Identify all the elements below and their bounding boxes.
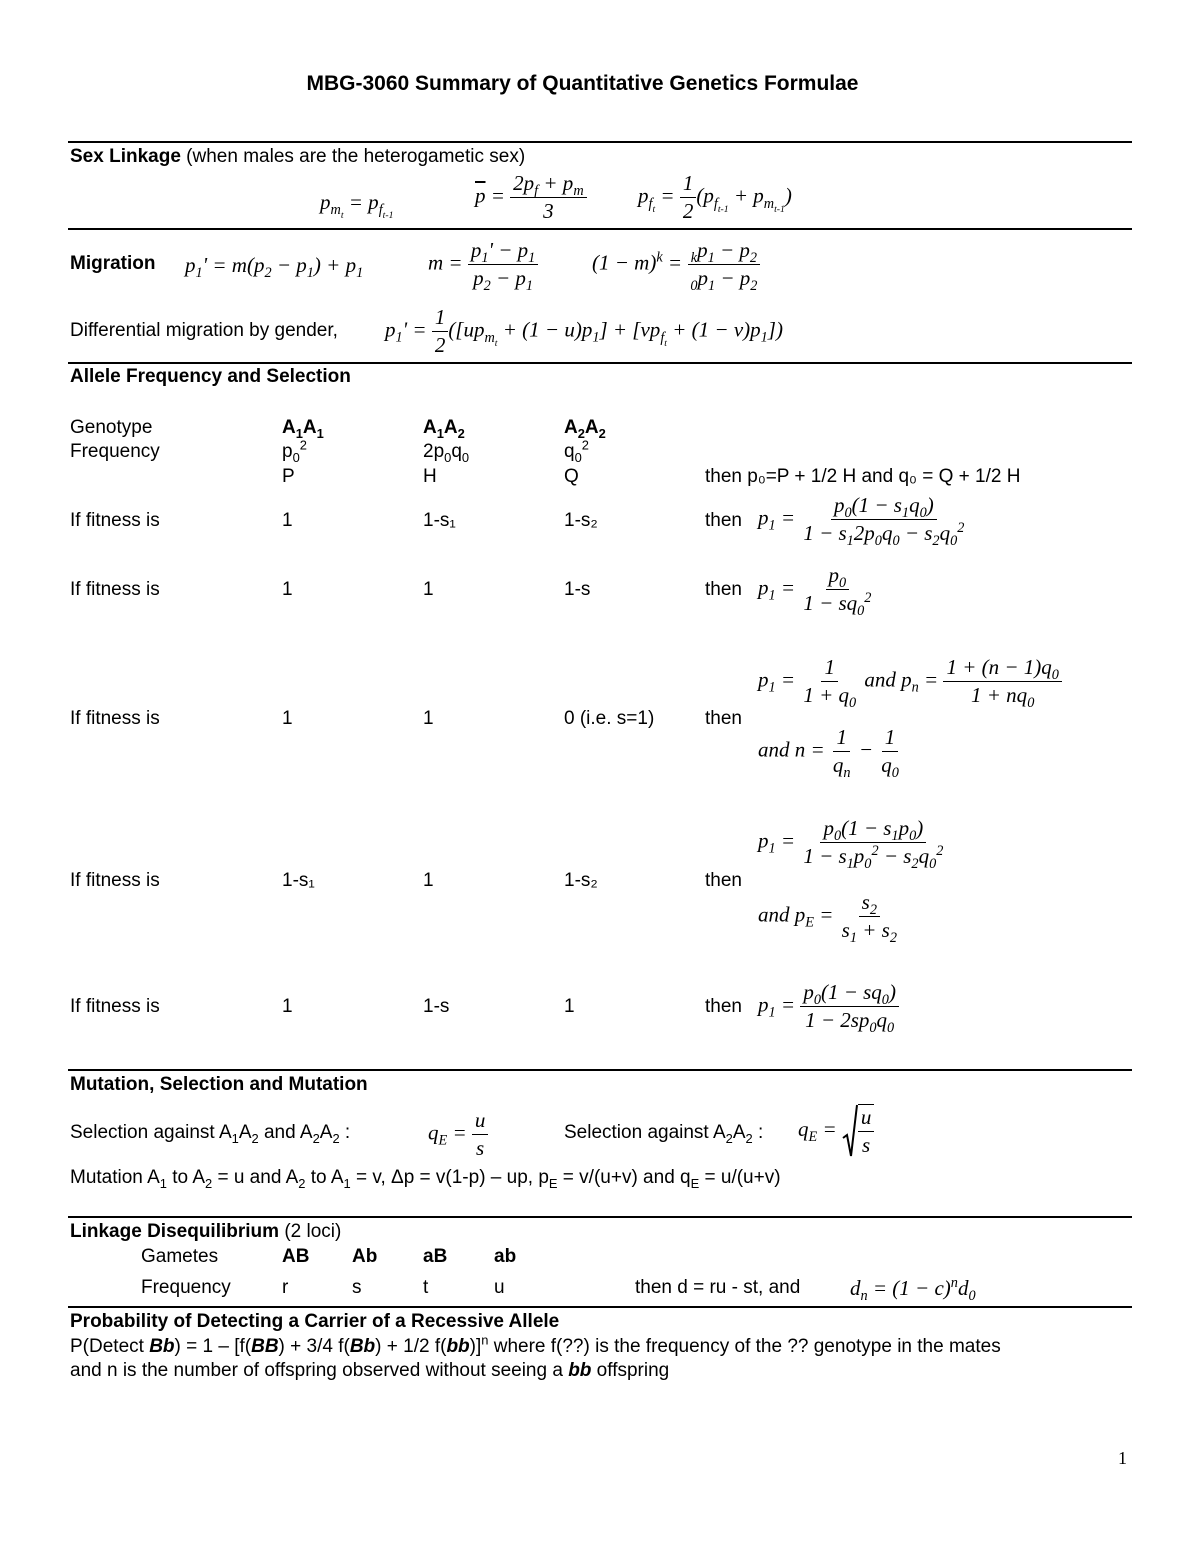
formula-migration: $p_1' = m(p_2 - p_1) + p_1$: [185, 253, 364, 282]
page-number: 1: [1118, 1448, 1127, 1468]
fitness-a1a1: 1-s₁: [282, 870, 315, 891]
fitness-a2a2: 1: [564, 996, 575, 1017]
fitness-label: If fitness is: [70, 996, 160, 1017]
genotype-label: Genotype: [70, 417, 153, 438]
carrier-formula-line: P(Detect Bb) = 1 – [f(BB) + 3/4 f(Bb) + 1/2 f(bb)]$^n$ where f(??) is the frequency of the ?? genotype in the mates: [70, 1332, 1001, 1357]
selection-against-homozygote-label: Selection against $A_2A_2$ :: [564, 1122, 764, 1146]
linkage-heading-line: [70, 1221, 341, 1243]
fitness-label: If fitness is: [70, 510, 160, 531]
fitness-a1a2: 1-s₁: [423, 510, 456, 531]
formula-migration-generations: $(1 - m)^k$ = $\frac{_kp_1 - p_2}{_0p_1 - p_2}$: [592, 238, 760, 291]
formula-mean-frequency: $\overline{p}$ = $\frac{2p_f + p_m}{3}$: [475, 171, 587, 224]
frequency-a2a2: $q_0^2$: [564, 437, 589, 465]
then-label: then: [705, 708, 742, 729]
fitness-a1a1: 1: [282, 708, 293, 729]
frequency-t: t: [423, 1277, 429, 1298]
fitness-label: If fitness is: [70, 579, 160, 600]
fitness-a1a2: 1: [423, 708, 434, 729]
linkage-note: (2 loci): [284, 1221, 342, 1242]
fitness-a2a2: 1-s₂: [564, 870, 598, 891]
gamete-a-b: Ab: [352, 1246, 378, 1267]
page-title: MBG-3060 Summary of Quantitative Genetics Formulae: [306, 72, 859, 95]
fitness-a1a2: 1: [423, 870, 434, 891]
frequency-label: Frequency: [70, 441, 160, 462]
formula-selection-row3a: $p_1$ = $\frac{1}{1 + q_0}$ and $p_n$ = $\frac{1 + (n - 1)q_0}{1 + nq_0}$: [758, 655, 1062, 708]
migration-heading: Migration: [70, 253, 156, 274]
frequency-a1a2: $2p_0q_0$: [423, 441, 470, 465]
then-label: then: [705, 996, 742, 1017]
selection-against-heterozygote-label: Selection against $A_1A_2$ and $A_2A_2$ :: [70, 1122, 351, 1146]
mutation-heading: Mutation, Selection and Mutation: [70, 1074, 368, 1095]
carrier-heading: Probability of Detecting a Carrier of a Recessive Allele: [70, 1311, 560, 1332]
square-root-icon: [842, 1104, 858, 1158]
gamete-ab-upper: AB: [282, 1246, 310, 1267]
section-divider: [68, 228, 1132, 230]
linkage-then-text: then d = ru - st, and: [635, 1277, 801, 1298]
initial-frequency-relation: then p₀=P + 1/2 H and q₀ = Q + 1/2 H: [705, 466, 1021, 487]
differential-migration-label: Differential migration by gender,: [70, 320, 338, 341]
formula-selection-row1: $p_1$ = $\frac{p_0(1 - s_1q_0)}{1 - s_12p_0q_0 - s_2q_0^2}$: [758, 493, 965, 550]
formula-equilibrium-additive: $q_E$ = $\frac{u}{s}$: [428, 1108, 488, 1161]
section-divider: [68, 1306, 1132, 1308]
fitness-a1a1: 1: [282, 579, 293, 600]
fitness-a1a2: 1-s: [423, 996, 450, 1017]
frequency-u: u: [494, 1277, 505, 1298]
linkage-frequency-label: Frequency: [141, 1277, 231, 1298]
then-label: then: [705, 579, 742, 600]
formula-selection-row2: $p_1$ = $\frac{p_0}{1 - sq_0^2}$: [758, 563, 872, 620]
formula-selection-row4b: and $p_E$ = $\frac{s_2}{s_1 + s_2}$: [758, 890, 897, 947]
section-divider: [68, 141, 1132, 143]
sex-linkage-heading-line: [70, 146, 525, 168]
fitness-label: If fitness is: [70, 708, 160, 729]
genotype-a2a2: $A_2A_2$: [564, 417, 606, 441]
genotype-count-q: Q: [564, 466, 579, 487]
fitness-a1a1: 1: [282, 510, 293, 531]
then-label: then: [705, 510, 742, 531]
section-divider: [68, 1069, 1132, 1071]
fitness-a2a2: 1-s₂: [564, 510, 598, 531]
mutation-equilibrium-line: Mutation $A_1$ to $A_2 = u$ and $A_2$ to $A_1 = v$, Δp = v(1-p) – up, $p_E = v/(u+v)$ and $q_E = u/(u+v)$: [70, 1167, 781, 1191]
genotype-a1a2: $A_1A_2$: [423, 417, 465, 441]
gametes-label: Gametes: [141, 1246, 219, 1267]
gamete-a-B: aB: [423, 1246, 448, 1267]
formula-female-frequency: $p_{f_t}$ = $\frac{1}{2}$ $(p_{f_{t-1}} + p_{m_{t-1}})$: [638, 171, 792, 223]
fitness-a2a2: 0 (i.e. s=1): [564, 708, 655, 729]
fitness-a2a2: 1-s: [564, 579, 591, 600]
genotype-count-p: P: [282, 466, 295, 487]
genotype-a1a1: $A_1A_1$: [282, 417, 324, 441]
formula-selection-row5: $p_1$ = $\frac{p_0(1 - sq_0)}{1 - 2sp_0q_0}$: [758, 980, 899, 1033]
formula-male-frequency: $p_{m_t} = p_{f_{t-1}}$: [320, 190, 394, 222]
sex-linkage-heading: Sex Linkage: [70, 146, 181, 167]
then-label: then: [705, 870, 742, 891]
section-divider: [68, 362, 1132, 364]
frequency-r: r: [282, 1277, 289, 1298]
sex-linkage-note: (when males are the heterogametic sex): [186, 146, 526, 167]
formula-selection-row3b: and n = $\frac{1}{q_n}$ − $\frac{1}{q_0}$: [758, 725, 899, 782]
linkage-heading: Linkage Disequilibrium: [70, 1221, 280, 1242]
genotype-count-h: H: [423, 466, 437, 487]
gamete-ab-lower: ab: [494, 1246, 517, 1267]
carrier-line-2-text: and n is the number of offspring observed without seeing a: [70, 1360, 563, 1381]
frequency-s: s: [352, 1277, 362, 1298]
section-divider: [68, 1216, 1132, 1218]
formula-migration-rate: m = $\frac{p_1' - p_1}{p_2 - p_1}$: [428, 238, 538, 291]
formula-selection-row4a: $p_1$ = $\frac{p_0(1 - s_1p_0)}{1 - s_1p_0^2 - s_2q_0^2}$: [758, 816, 944, 873]
fitness-a1a2: 1: [423, 579, 434, 600]
formula-linkage-decay: $d_n = (1 - c)^nd_0$: [850, 1275, 976, 1305]
selection-heading: Allele Frequency and Selection: [70, 366, 351, 387]
formula-differential-migration: $p_1'$ = $\frac{1}{2}$ $([up_{m_t} + (1 - u)p_1] + [vp_{f_t} + (1 - v)p_1])$: [385, 305, 783, 357]
formula-equilibrium-recessive: $q_E$ = $\frac{u}{s}$: [798, 1104, 874, 1158]
carrier-line-2: and n is the number of offspring observed without seeing a bb offspring: [70, 1360, 670, 1381]
frequency-a1a1: $p_0^2$: [282, 437, 307, 465]
fitness-label: If fitness is: [70, 870, 160, 891]
fitness-a1a1: 1: [282, 996, 293, 1017]
